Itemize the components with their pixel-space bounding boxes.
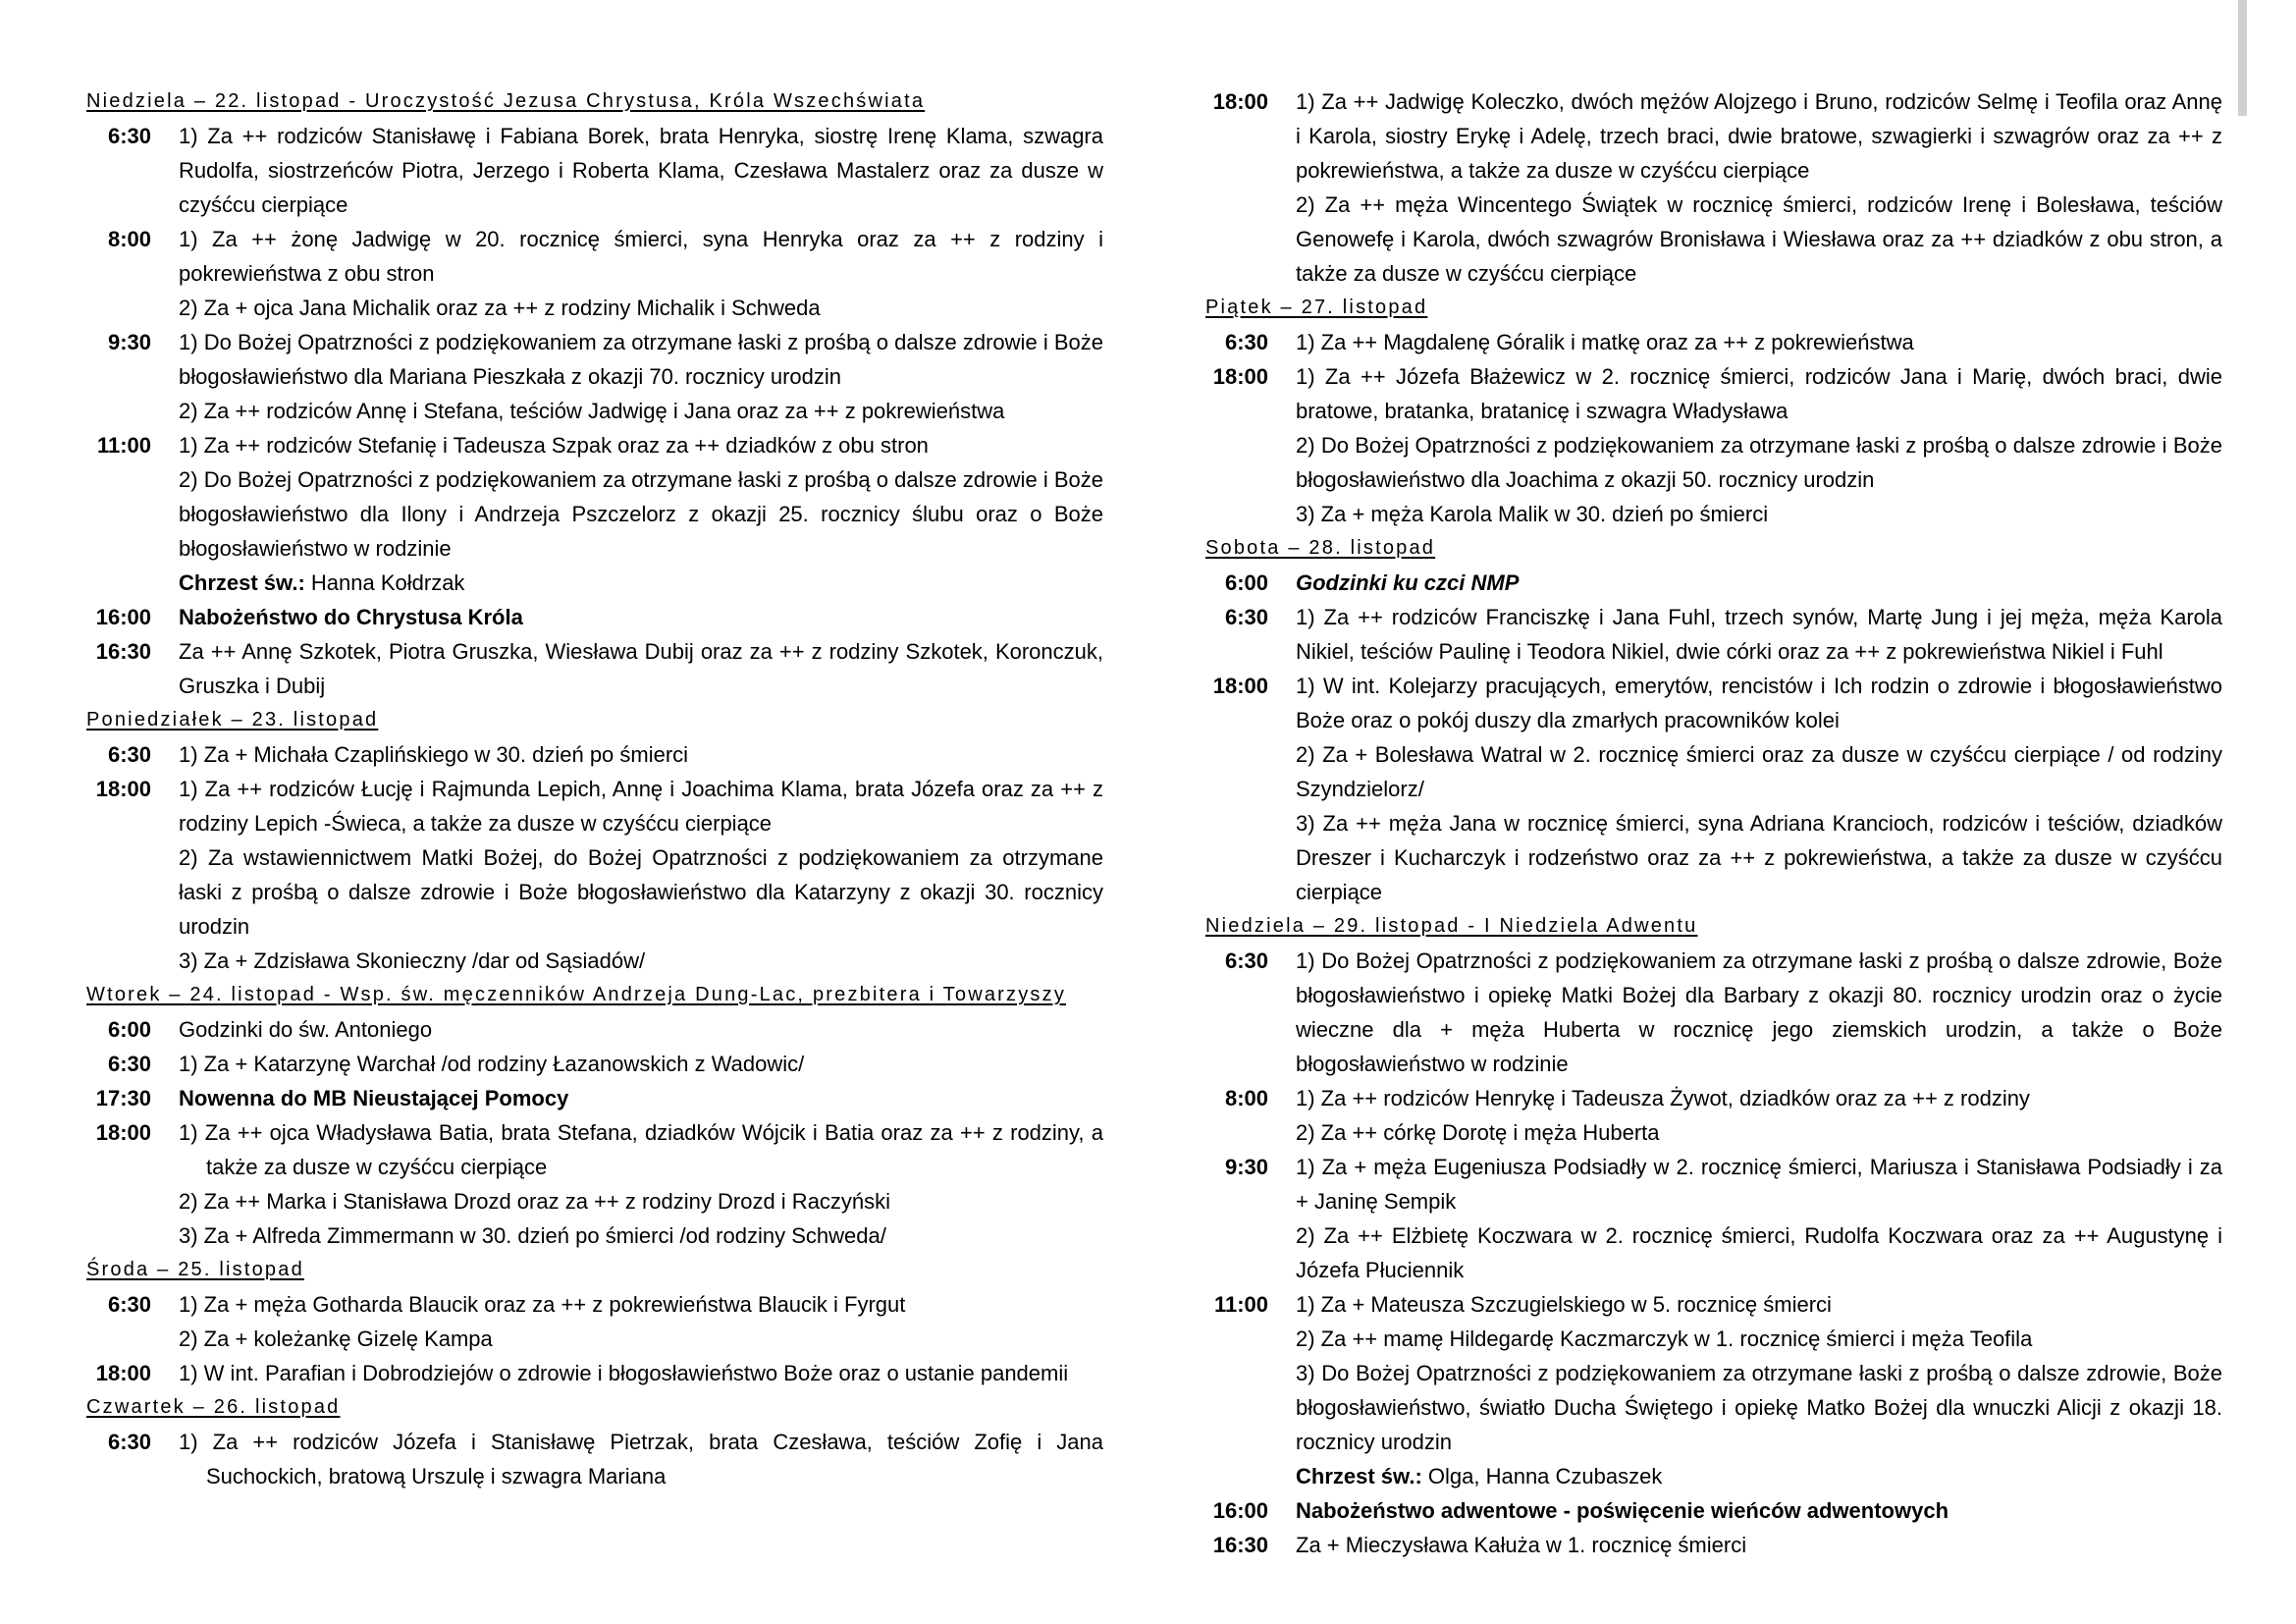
mass-intention: 2) Za + Bolesława Watral w 2. rocznicę śmierci oraz za dusze w czyśćcu cierpiące / od rodziny Szyndzielorz/ bbox=[1296, 742, 2222, 801]
mass-time: 16:00 bbox=[1212, 1498, 1268, 1523]
intentions bbox=[179, 1012, 1103, 1047]
intentions bbox=[1296, 84, 2222, 291]
mass-time: 6:30 bbox=[107, 124, 151, 148]
baptism-names: Olga, Hanna Czubaszek bbox=[1421, 1464, 1663, 1489]
mass-time: 16:30 bbox=[95, 639, 151, 664]
mass-entry bbox=[1205, 359, 2222, 531]
day-heading: Czwartek – 26. listopad bbox=[86, 1396, 341, 1418]
mass-time: 18:00 bbox=[95, 777, 151, 801]
mass-entry bbox=[86, 634, 1103, 703]
intentions bbox=[1296, 1528, 2222, 1562]
baptism-label: Chrzest św.: bbox=[179, 570, 305, 595]
mass-intention: Za ++ Annę Szkotek, Piotra Gruszka, Wiesława Dubij oraz za ++ z rodziny Szkotek, Koronczuk, Gruszka i Dubij bbox=[179, 639, 1103, 698]
day-heading: Sobota – 28. listopad bbox=[1205, 537, 1436, 559]
mass-entry bbox=[1205, 1081, 2222, 1150]
mass-intention: 1) Za + Michała Czaplińskiego w 30. dzień po śmierci bbox=[179, 742, 689, 767]
mass-entry bbox=[86, 600, 1103, 634]
mass-time: 6:30 bbox=[107, 742, 151, 767]
intentions bbox=[1296, 1287, 2222, 1493]
intentions bbox=[1296, 1150, 2222, 1287]
mass-intention: 1) Za ++ rodziców Stanisławę i Fabiana Borek, brata Henryka, siostrę Irenę Klama, szwagra Rudolfa, siostrzeńców Piotra, Jerzego i Roberta Klama, Czesława Mastalerz oraz za dusze w czyśćcu cierpiące bbox=[179, 124, 1103, 217]
mass-intention: 1) Za ++ rodziców Henrykę i Tadeusza Żywot, dziadków oraz za ++ z rodziny bbox=[1296, 1086, 2030, 1110]
mass-intention: 3) Za + Alfreda Zimmermann w 30. dzień po śmierci /od rodziny Schweda/ bbox=[179, 1223, 886, 1248]
intentions bbox=[1296, 1081, 2222, 1150]
day-heading: Piątek – 27. listopad bbox=[1205, 297, 1428, 318]
mass-time: 18:00 bbox=[95, 1361, 151, 1385]
baptism-names: Hanna Kołdrzak bbox=[304, 570, 465, 595]
mass-entry bbox=[1205, 84, 2222, 291]
right-column bbox=[1205, 84, 2222, 1562]
mass-time: 16:30 bbox=[1212, 1533, 1268, 1557]
mass-intention: 2) Za ++ rodziców Annę i Stefana, teściów Jadwigę i Jana oraz za ++ z pokrewieństwa bbox=[179, 399, 1005, 423]
mass-time: 18:00 bbox=[1212, 364, 1268, 389]
mass-time: 18:00 bbox=[1212, 674, 1268, 698]
mass-intention: 1) Za ++ Magdalenę Góralik i matkę oraz za ++ z pokrewieństwa bbox=[1296, 330, 1914, 354]
mass-entry bbox=[86, 1012, 1103, 1047]
intentions bbox=[1296, 669, 2222, 909]
intentions bbox=[179, 1047, 1103, 1081]
mass-intention: 1) Za ++ Jadwigę Koleczko, dwóch mężów Alojzego i Bruno, rodziców Selmę i Teofila oraz Annę i Karola, siostry Erykę i Adelę, trzech braci, dwie bratowe, szwagierki i szwagrów oraz za ++ z pokrewieństwa, a także za dusze w czyśćcu cierpiące bbox=[1296, 89, 2222, 183]
mass-time: 11:00 bbox=[1213, 1292, 1268, 1317]
mass-time: 6:00 bbox=[1224, 570, 1268, 595]
mass-intention: 1) Do Bożej Opatrzności z podziękowaniem za otrzymane łaski z prośbą o dalsze zdrowie i Boże błogosławieństwo dla Mariana Pieszkała z okazji 70. rocznicy urodzin bbox=[179, 330, 1103, 389]
mass-time: 9:30 bbox=[107, 330, 151, 354]
mass-entry bbox=[86, 222, 1103, 325]
mass-intention: 1) Za ++ rodziców Stefanię i Tadeusza Szpak oraz za ++ dziadków z obu stron bbox=[179, 433, 929, 458]
intentions bbox=[1296, 325, 2222, 359]
mass-entry bbox=[1205, 1493, 2222, 1528]
intentions bbox=[179, 772, 1103, 978]
mass-entry bbox=[86, 325, 1103, 428]
mass-intention: 1) Za ++ ojca Władysława Batia, brata Stefana, dziadków Wójcik i Batia oraz za ++ z rodziny, a także za dusze w czyśćcu cierpiące bbox=[179, 1120, 1103, 1179]
mass-intention: Nowenna do MB Nieustającej Pomocy bbox=[179, 1086, 569, 1110]
intentions bbox=[179, 737, 1103, 772]
mass-intention: 1) W int. Parafian i Dobrodziejów o zdrowie i błogosławieństwo Boże oraz o ustanie pandemii bbox=[179, 1361, 1069, 1385]
mass-entry bbox=[86, 737, 1103, 772]
mass-intention: 1) Za ++ żonę Jadwigę w 20. rocznicę śmierci, syna Henryka oraz za ++ z rodziny i pokrewieństwa z obu stron bbox=[179, 227, 1103, 286]
intentions bbox=[179, 325, 1103, 428]
intentions bbox=[1296, 359, 2222, 531]
day-heading: Poniedziałek – 23. listopad bbox=[86, 709, 379, 731]
mass-intention: Godzinki ku czci NMP bbox=[1296, 570, 1520, 595]
mass-entry bbox=[86, 1425, 1103, 1493]
mass-intention: 1) Do Bożej Opatrzności z podziękowaniem za otrzymane łaski z prośbą o dalsze zdrowie, Boże błogosławieństwo i opiekę Matki Bożej dla Barbary z okazji 80. rocznicy urodzin oraz o życie wieczne dla + męża Huberta w rocznicę jego ziemskich urodzin, a także o Boże błogosławieństwo w rodzinie bbox=[1296, 948, 2222, 1076]
mass-entry bbox=[1205, 325, 2222, 359]
mass-time: 8:00 bbox=[1224, 1086, 1268, 1110]
mass-intention: 2) Za ++ męża Wincentego Świątek w rocznicę śmierci, rodziców Irenę i Bolesława, teściów Genowefę i Karola, dwóch szwagrów Bronisława i Wiesława oraz za ++ dziadków z obu stron, a także za dusze w czyśćcu cierpiące bbox=[1296, 192, 2222, 286]
mass-intention bbox=[179, 566, 1103, 600]
intentions bbox=[179, 1287, 1103, 1356]
mass-time: 16:00 bbox=[95, 605, 151, 629]
day-heading: Środa – 25. listopad bbox=[86, 1259, 304, 1280]
mass-time: 8:00 bbox=[107, 227, 151, 251]
mass-intention: 2) Do Bożej Opatrzności z podziękowaniem za otrzymane łaski z prośbą o dalsze zdrowie i Boże błogosławieństwo dla Ilony i Andrzeja Pszczelorz z okazji 25. rocznicy ślubu oraz o Boże błogosławieństwo w rodzinie bbox=[179, 467, 1103, 561]
mass-intention: 3) Za + męża Karola Malik w 30. dzień po śmierci bbox=[1296, 502, 1769, 526]
mass-intention: 1) Za ++ Józefa Błażewicz w 2. rocznicę śmierci, rodziców Jana i Marię, dwóch braci, dwie bratowe, bratanka, bratanicę i szwagra Władysława bbox=[1296, 364, 2222, 423]
mass-entry bbox=[86, 1047, 1103, 1081]
mass-time: 6:30 bbox=[1224, 948, 1268, 973]
mass-intention: 1) Za + Katarzynę Warchał /od rodziny Łazanowskich z Wadowic/ bbox=[179, 1052, 805, 1076]
mass-time: 6:30 bbox=[1224, 330, 1268, 354]
intentions bbox=[179, 1081, 1103, 1115]
mass-entry bbox=[1205, 669, 2222, 909]
mass-intention: 2) Za ++ córkę Dorotę i męża Huberta bbox=[1296, 1120, 1660, 1145]
mass-intention: 3) Za ++ męża Jana w rocznicę śmierci, syna Adriana Krancioch, rodziców i teściów, dziadków Dreszer i Kucharczyk i rodzeństwo oraz za ++ z pokrewieństwa, a także za dusze w czyśćcu cierpiące bbox=[1296, 811, 2222, 904]
mass-entry bbox=[86, 772, 1103, 978]
mass-intention: Godzinki do św. Antoniego bbox=[179, 1017, 433, 1042]
scrollbar-thumb[interactable] bbox=[2238, 0, 2247, 116]
mass-intention: 1) Za ++ rodziców Franciszkę i Jana Fuhl, trzech synów, Martę Jung i jej męża, męża Karola Nikiel, teściów Paulinę i Teodora Nikiel, dwie córki oraz za ++ z pokrewieństwa Nikiel i Fuhl bbox=[1296, 605, 2222, 664]
intentions bbox=[1296, 1493, 2222, 1528]
mass-time: 6:30 bbox=[1224, 605, 1268, 629]
day-heading: Niedziela – 29. listopad - I Niedziela Adwentu bbox=[1205, 915, 1698, 937]
mass-intention: 2) Za ++ Marka i Stanisława Drozd oraz za ++ z rodziny Drozd i Raczyński bbox=[179, 1189, 891, 1214]
mass-intention: 2) Za ++ Elżbietę Koczwara w 2. rocznicę śmierci, Rudolfa Koczwara oraz za ++ Augustynę i Józefa Płuciennik bbox=[1296, 1223, 2222, 1282]
mass-entry bbox=[86, 119, 1103, 222]
mass-intention: Nabożeństwo do Chrystusa Króla bbox=[179, 605, 523, 629]
mass-time: 18:00 bbox=[1212, 89, 1268, 114]
intentions bbox=[179, 1115, 1103, 1253]
mass-time: 9:30 bbox=[1224, 1155, 1268, 1179]
intentions bbox=[179, 1425, 1103, 1493]
mass-entry bbox=[1205, 600, 2222, 669]
mass-intention: 1) Za + Mateusza Szczugielskiego w 5. rocznicę śmierci bbox=[1296, 1292, 1832, 1317]
mass-time: 11:00 bbox=[96, 433, 151, 458]
mass-time: 6:00 bbox=[107, 1017, 151, 1042]
baptism-label: Chrzest św.: bbox=[1296, 1464, 1422, 1489]
mass-entry bbox=[1205, 1287, 2222, 1493]
mass-entry bbox=[86, 1287, 1103, 1356]
mass-time: 6:30 bbox=[107, 1052, 151, 1076]
mass-entry bbox=[1205, 1150, 2222, 1287]
mass-entry bbox=[1205, 566, 2222, 600]
intentions bbox=[179, 428, 1103, 600]
intentions bbox=[1296, 944, 2222, 1081]
intentions bbox=[179, 222, 1103, 325]
mass-time: 18:00 bbox=[95, 1120, 151, 1145]
mass-intention: 1) Za + męża Gotharda Blaucik oraz za ++ z pokrewieństwa Blaucik i Fyrgut bbox=[179, 1292, 906, 1317]
mass-intention: 2) Za + ojca Jana Michalik oraz za ++ z rodziny Michalik i Schweda bbox=[179, 296, 821, 320]
day-heading: Wtorek – 24. listopad - Wsp. św. męczenników Andrzeja Dung-Lac, prezbitera i Towarzyszy bbox=[86, 984, 1067, 1005]
mass-intention: 2) Do Bożej Opatrzności z podziękowaniem za otrzymane łaski z prośbą o dalsze zdrowie i Boże błogosławieństwo dla Joachima z okazji 50. rocznicy urodzin bbox=[1296, 433, 2222, 492]
mass-entry bbox=[86, 1081, 1103, 1115]
intentions bbox=[179, 600, 1103, 634]
mass-entry bbox=[1205, 944, 2222, 1081]
mass-entry bbox=[86, 1115, 1103, 1253]
mass-intention: 1) Za ++ rodziców Łucję i Rajmunda Lepich, Annę i Joachima Klama, brata Józefa oraz za ++ z rodziny Lepich -Świeca, a także za dusze w czyśćcu cierpiące bbox=[179, 777, 1103, 836]
intentions bbox=[179, 119, 1103, 222]
mass-time: 6:30 bbox=[107, 1430, 151, 1454]
mass-intention: Nabożeństwo adwentowe - poświęcenie wieńców adwentowych bbox=[1296, 1498, 1949, 1523]
mass-intention: Za + Mieczysława Kałuża w 1. rocznicę śmierci bbox=[1296, 1533, 1747, 1557]
mass-intention: 2) Za + koleżankę Gizelę Kampa bbox=[179, 1326, 493, 1351]
mass-entry bbox=[86, 1356, 1103, 1390]
mass-intention: 1) Za + męża Eugeniusza Podsiadły w 2. rocznicę śmierci, Mariusza i Stanisława Podsiadły i za + Janinę Sempik bbox=[1296, 1155, 2222, 1214]
mass-intention bbox=[1296, 1459, 2222, 1493]
mass-intention: 2) Za ++ mamę Hildegardę Kaczmarczyk w 1. rocznicę śmierci i męża Teofila bbox=[1296, 1326, 2033, 1351]
left-column bbox=[86, 84, 1103, 1493]
intentions bbox=[179, 1356, 1103, 1390]
mass-time: 17:30 bbox=[95, 1086, 151, 1110]
mass-intention: 1) Za ++ rodziców Józefa i Stanisławę Pietrzak, brata Czesława, teściów Zofię i Jana Suchockich, bratową Urszulę i szwagra Mariana bbox=[179, 1430, 1103, 1489]
intentions bbox=[179, 634, 1103, 703]
intentions bbox=[1296, 600, 2222, 669]
mass-entry bbox=[1205, 1528, 2222, 1562]
day-heading: Niedziela – 22. listopad - Uroczystość Jezusa Chrystusa, Króla Wszechświata bbox=[86, 90, 926, 112]
mass-intention: 1) W int. Kolejarzy pracujących, emerytów, rencistów i Ich rodzin o zdrowie i błogosławieństwo Boże oraz o pokój duszy dla zmarłych pracowników kolei bbox=[1296, 674, 2222, 732]
mass-entry bbox=[86, 428, 1103, 600]
mass-intention: 2) Za wstawiennictwem Matki Bożej, do Bożej Opatrzności z podziękowaniem za otrzymane łaski z prośbą o dalsze zdrowie i Boże błogosławieństwo dla Katarzyny z okazji 30. rocznicy urodzin bbox=[179, 845, 1103, 939]
mass-time: 6:30 bbox=[107, 1292, 151, 1317]
mass-intention: 3) Za + Zdzisława Skonieczny /dar od Sąsiadów/ bbox=[179, 948, 646, 973]
mass-intention: 3) Do Bożej Opatrzności z podziękowaniem za otrzymane łaski z prośbą o dalsze zdrowie, Boże błogosławieństwo, światło Ducha Świętego i opiekę Matko Bożej dla wnuczki Alicji z okazji 18. rocznicy urodzin bbox=[1296, 1361, 2222, 1454]
intentions bbox=[1296, 566, 2222, 600]
